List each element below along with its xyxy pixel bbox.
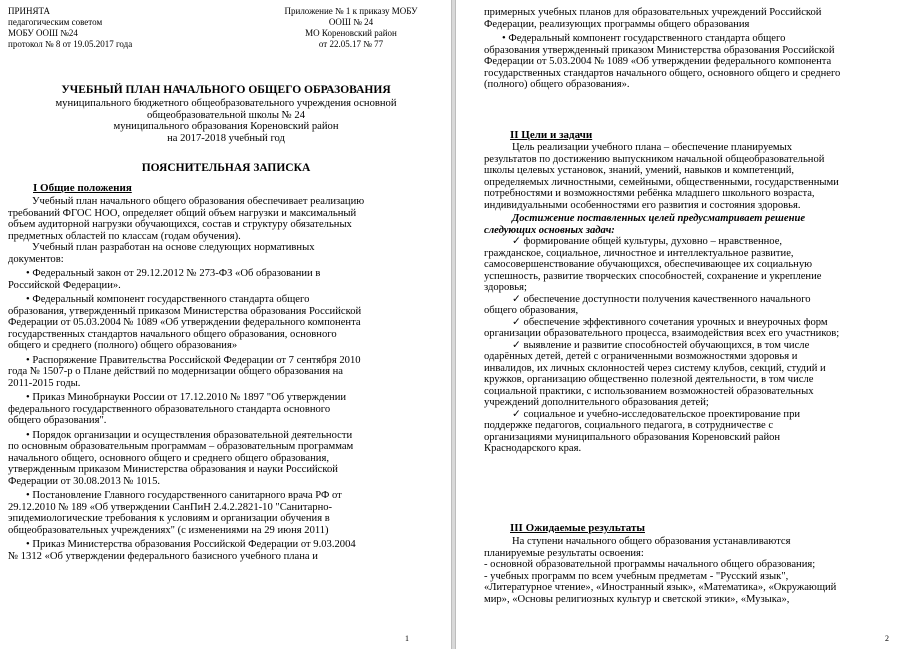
text-line: общего и среднего (полного) общего образования» (8, 340, 238, 351)
appendix-block (258, 6, 444, 50)
text-line: Российской Федерации». (8, 279, 121, 291)
text-line: общего образования, (484, 305, 579, 316)
appendix-line: МО Кореновский район (305, 28, 397, 38)
approval-line: ПРИНЯТА (8, 6, 51, 16)
approval-line: протокол № 8 от 19.05.2017 года (8, 39, 133, 49)
task-line: ✓ формирование общей культуры, духовно – нравственное, (512, 236, 783, 247)
text-line: поддержке педагогов, социального педагога, в сотрудничестве с (484, 420, 774, 431)
text-line: эпидемиологические требования к условиям и организации обучения в (8, 513, 330, 524)
appendix-line: Приложение № 1 к приказу МОБУ (284, 6, 418, 16)
bullet-line: • Постановление Главного государственного санитарного врача РФ от (26, 490, 342, 501)
text-line: - основной образовательной программы начального общего образования; (484, 559, 816, 570)
goal-heading: следующих основных задач: (484, 224, 615, 236)
continued-list (484, 7, 898, 91)
goal-heading: Достижение поставленных целей предусматривает решение (512, 213, 806, 224)
text-line: результатов по достижению выпускником начальной общеобразовательной (484, 153, 825, 165)
text-line: образования утвержденный приказом Министерства образования Российской (484, 44, 835, 56)
text-line: планируемые результаты освоения: (484, 547, 644, 559)
text-line: федерального государственного образовательного стандарта основного (8, 403, 331, 415)
document-subtitle (0, 98, 452, 144)
text-line: предметных областей по классам (годам обучения). (8, 230, 241, 242)
section-2-body (484, 142, 898, 455)
text-line: индивидуальными особенностями его развития и состояния здоровья. (484, 199, 801, 211)
text-line: «Литературное чтение», «Иностранный язык», «Математика», «Окружающий (484, 582, 837, 593)
bullet-line: • Приказ Минобрнауки России от 17.12.2010 № 1897 "Об утверждении (26, 392, 347, 403)
subtitle-line: муниципального бюджетного общеобразовательного учреждения основной (55, 98, 397, 109)
text-line: утвержденным приказом Министерства образования и науки Российской (8, 464, 338, 475)
text-line: 29.12.2010 № 189 «Об утверждении СанПиН 2.4.2.2821-10 "Санитарно- (8, 501, 333, 513)
page-number: 1 (405, 634, 409, 643)
text-line: требований ФГОС НОО, определяет общий объем нагрузки и максимальный (8, 207, 357, 219)
note-title: ПОЯСНИТЕЛЬНАЯ ЗАПИСКА (141, 162, 311, 174)
approval-line: МОБУ ООШ №24 (8, 28, 78, 38)
text-line: государственных стандартов начального общего образования, основного (8, 328, 337, 340)
text-line: одарённых детей, детей с ограниченными возможностями здоровья и (484, 351, 798, 362)
appendix-line: ООШ № 24 (328, 17, 374, 27)
text-line: мир», «Основы религиозных культур и светской этики», «Музыка», (484, 593, 790, 605)
text-line: Федерации от 30.08.2013 № 1015. (8, 475, 161, 487)
section-1-body (8, 196, 440, 562)
text-line: объем аудиторной нагрузки обучающихся, состав и структуру обязательных (8, 219, 352, 230)
text-line: самосовершенствование обучающихся, обеспечивающее их социальную (484, 259, 813, 270)
text-line: Цель реализации учебного плана – обеспечение планируемых (512, 142, 793, 153)
text-line: Краснодарского края. (484, 443, 582, 454)
text-line: общего образования". (8, 415, 107, 426)
text-line: Федерации, реализующих программы общего образования (484, 18, 750, 30)
text-line: общеобразовательных учреждениях" (с изменениями на 29 июня 2011) (8, 524, 329, 536)
text-line: (полного) общего образования». (484, 79, 630, 90)
bullet-line: • Порядок организации и осуществления образовательной деятельности (26, 429, 353, 441)
task-line: ✓ социальное и учебно-исследовательское проектирование при (512, 408, 801, 420)
text-line: документов: (8, 253, 64, 265)
page-1 (0, 0, 452, 649)
text-line: № 1312 «Об утверждении федерального базисного учебного плана и (8, 550, 318, 562)
text-line: инвалидов, их личных склонностей через систему клубов, секций, студий и (484, 362, 826, 374)
appendix-line: от 22.05.17 № 77 (318, 39, 384, 49)
bullet-line: • Приказ Министерства образования Российской Федерации от 9.03.2004 (26, 539, 356, 550)
bullet-line: • Распоряжение Правительства Российской Федерации от 7 сентября 2010 (26, 354, 361, 366)
text-line: - учебных программ по всем учебным предметам - "Русский язык", (484, 570, 789, 582)
text-line: организации образовательного процесса, взаимодействия всех его участников; (484, 328, 840, 339)
page-2 (455, 0, 907, 649)
approval-block (8, 6, 132, 50)
text-line: Федерации от 05.03.2004 № 1089 «Об утверждении федерального компонента (8, 317, 361, 328)
text-line: определяемых личностными, семейными, общественными, государственными (484, 176, 839, 188)
text-line: успешность, развитие творческих способностей, сохранение и укрепление (484, 270, 822, 282)
bullet-line: • Федеральный закон от 29.12.2012 № 273-ФЗ «Об образовании в (26, 268, 321, 279)
subtitle-line: муниципального образования Кореновский район (113, 121, 339, 132)
document-title: УЧЕБНЫЙ ПЛАН НАЧАЛЬНОГО ОБЩЕГО ОБРАЗОВАНИЯ (61, 84, 391, 96)
text-line: потребностями и возможностями ребёнка младшего школьного возраста, (484, 188, 815, 199)
text-line: Федерации от 5.03.2004 № 1089 «Об утверждении федерального компонента (484, 56, 832, 67)
text-line: школы целевых установок, знаний, умений, навыков и компетенций, (484, 165, 795, 176)
section-3-body (484, 536, 898, 605)
task-line: ✓ обеспечение эффективного сочетания урочных и внеурочных форм (512, 316, 828, 328)
text-line: Учебный план начального общего образования обеспечивает реализацию (32, 196, 365, 207)
section-3-title: III Ожидаемые результаты (510, 522, 645, 534)
text-line: Учебный план разработан на основе следующих нормативных (32, 242, 315, 253)
section-1-title: I Общие положения (33, 182, 132, 194)
text-line: здоровья; (484, 282, 527, 293)
text-line: года № 1507-р о Плане действий по модернизации общего образования на (8, 366, 343, 377)
text-line: 2011-2015 годы. (8, 377, 81, 389)
page-number: 2 (885, 634, 889, 643)
subtitle-line: на 2017-2018 учебный год (167, 132, 285, 144)
bullet-line: • Федеральный компонент государственного стандарта общего (502, 33, 786, 44)
text-line: примерных учебных планов для образовательных учреждений Российской (484, 7, 822, 18)
bullet-line: • Федеральный компонент государственного стандарта общего (26, 294, 310, 305)
subtitle-line: общеобразовательной школы № 24 (146, 109, 305, 121)
text-line: кружков, организацию общественно полезной деятельности, в том числе (484, 374, 814, 385)
section-2-title: II Цели и задачи (510, 129, 593, 141)
text-line: государственных стандартов начального общего, основного общего и среднего (484, 67, 841, 79)
text-line: начального общего, основного общего и среднего общего образования, (8, 452, 329, 464)
approval-line: педагогическим советом (8, 17, 103, 27)
text-line: учреждений дополнительного образования детей; (484, 397, 709, 408)
text-line: организациями муниципального образования Кореновский район (484, 431, 781, 443)
text-line: гражданское, социальное, личностное и интеллектуальное развитие, (484, 247, 794, 259)
task-line: ✓ выявление и развитие способностей обучающихся, в том числе (512, 339, 810, 351)
text-line: по основным образовательным программам – образовательным программам (8, 441, 354, 452)
text-line: На ступени начального общего образования устанавливаются (512, 536, 791, 547)
task-line: ✓ обеспечение доступности получения качественного начального (512, 293, 811, 305)
text-line: образования, утвержденный приказом Министерства образования Российской (8, 305, 362, 317)
text-line: социальной практики, с использованием возможностей образовательных (484, 385, 814, 397)
